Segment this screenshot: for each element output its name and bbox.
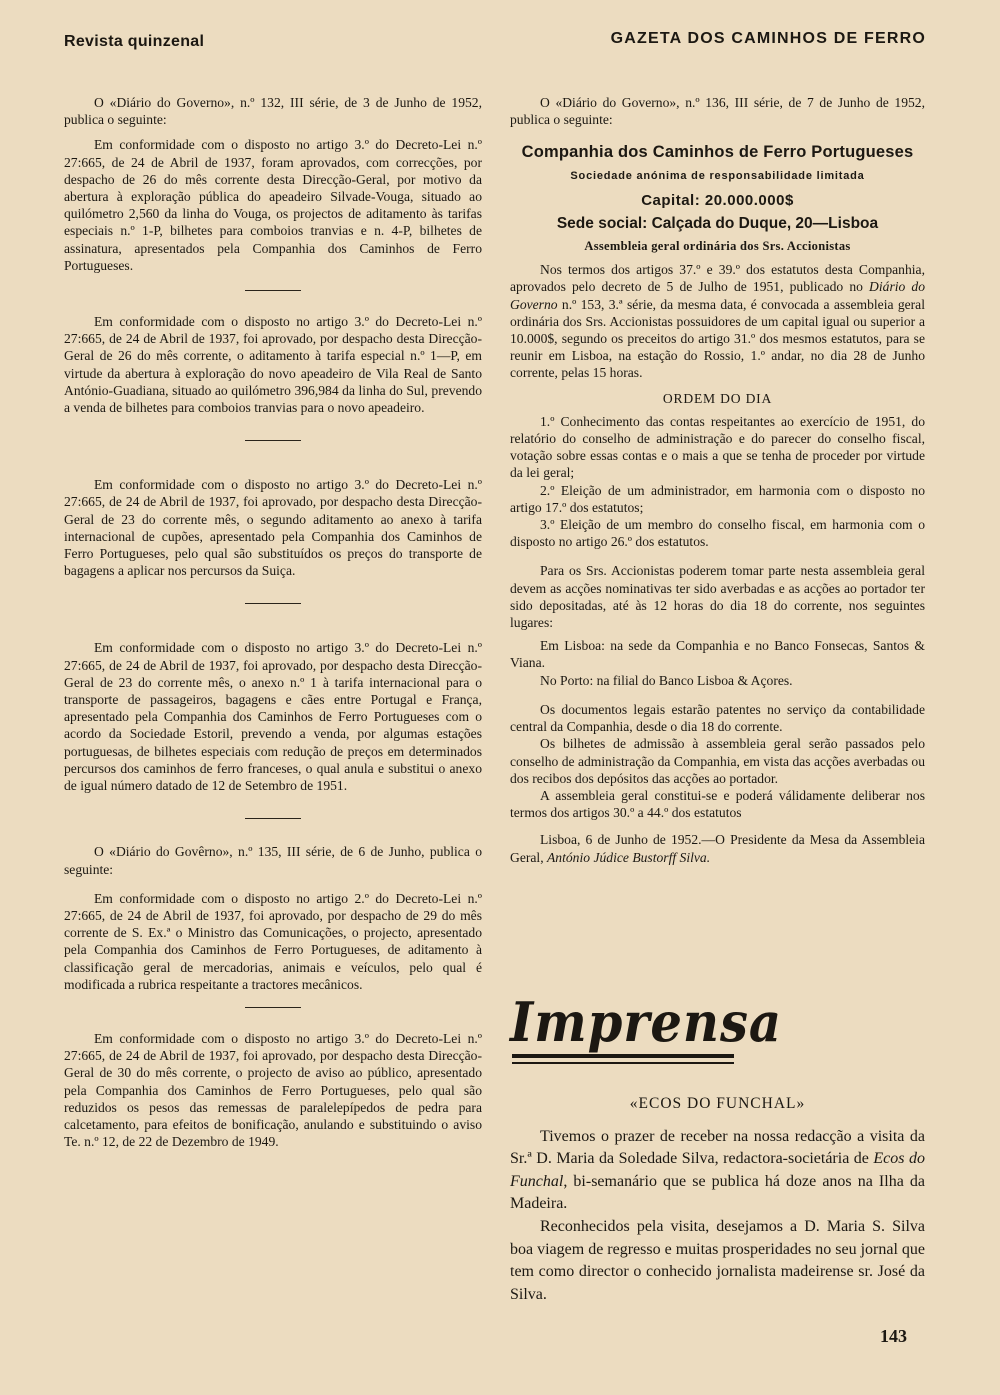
- left-intro-1: O «Diário do Governo», n.º 132, III série, de 3 de Junho de 1952, publica o seguinte:: [64, 95, 482, 128]
- quorum-notice: A assembleia geral constitui-se e poderá válidamente deliberar nos termos dos artigos 30.º a 44.º dos estatutos: [510, 787, 925, 821]
- ecos-article: [510, 1093, 925, 1306]
- deposit-place-lisboa: Em Lisboa: na sede da Companhia e no Banco Fonsecas, Santos & Viana.: [510, 638, 925, 671]
- article-title: «ECOS DO FUNCHAL»: [629, 1095, 806, 1112]
- agenda-item: 2.º Eleição de um administrador, em harmonia com o disposto no artigo 17.º dos estatutos;: [510, 482, 925, 515]
- company-type: Sociedade anónima de responsabilidade limitada: [570, 170, 865, 183]
- heading-underline: [512, 1062, 734, 1064]
- left-intro-2: O «Diário do Govêrno», n.º 135, III série, de 6 de Junho, publica o seguinte:: [64, 844, 482, 877]
- separator: [245, 818, 301, 819]
- assembly-title: Assembleia geral ordinária dos Srs. Accionistas: [584, 239, 851, 254]
- right-intro: O «Diário do Governo», n.º 136, III série, de 7 de Junho de 1952, publica o seguinte:: [510, 95, 925, 128]
- left-column: [64, 94, 482, 1150]
- left-notice-1: Em conformidade com o disposto no artigo 3.º do Decreto-Lei n.º 27:665, de 24 de Abril de 1937, foram aprovados, com correcções, por despacho de 26 do mês corrente desta Direcção-Geral, por motivo da abertura à exploração pública do apeadeiro Silvade-Vouga, situado ao quilómetro 2,560 da linha do Vouga, os projectos de aditamento às tarifas especiais n.º 1-P, bilhetes para comboios tranvias e n. 4-P, bilhetes de assinatura, apresentados pela Companhia dos Caminhos de Ferro Portugueses.: [64, 137, 482, 273]
- assembly-notice-text: Nos termos dos artigos 37.º e 39.º dos estatutos desta Companhia, aprovados pelo decreto de 5 de Julho de 1951, publicado no: [510, 262, 925, 295]
- signature-name: António Júdice Bustorff Silva.: [547, 849, 711, 865]
- deposit-notice: Para os Srs. Accionistas poderem tomar parte nesta assembleia geral devem as acções nominativas ter sido averbadas e as acções ao portador ter sido depositadas, até às 12 horas do dia 18 do corrente, nos seguintes lugares:: [510, 563, 925, 631]
- page-number: 143: [880, 1326, 907, 1346]
- documents-notice: Os documentos legais estarão patentes no serviço da contabilidade central da Companhia, desde o dia 18 do corrente.: [510, 701, 925, 735]
- left-notice-2: Em conformidade com o disposto no artigo 3.º do Decreto-Lei n.º 27:665, de 24 de Abril de 1937, foi aprovado, por despacho desta Direcção-Geral de 26 do mês corrente, o aditamento à tarifa especial n.º 1—P, em virtude da abertura à exploração do novo apeadeiro de Vila Real de Santo António-Guadiana, situado ao quilómetro 396,984 da linha do Sul, prevendo a venda de bilhetes para comboios tranvias para o novo apeadeiro.: [64, 314, 482, 416]
- company-headquarters: Sede social: Calçada do Duque, 20—Lisboa: [556, 214, 879, 232]
- right-column: [510, 94, 925, 866]
- agenda-title: ORDEM DO DIA: [662, 390, 773, 406]
- agenda-item: 3.º Eleição de um membro do conselho fiscal, em harmonia com o disposto no artigo 26.º dos estatutos.: [510, 517, 925, 550]
- assembly-notice-text-cont: n.º 153, 3.ª série, da mesma data, é convocada a assembleia geral ordinária dos Srs. Accionistas possuidores de um capital igual ou superior a 10.000$, segundo os preceitos do artigo 31.º dos mesmos estatutos, para se reunir em Lisboa, na estação do Rossio, 1.º andar, no dia 28 de Junho corrente, pelas 15 horas.: [510, 296, 925, 381]
- separator: [245, 290, 301, 291]
- separator: [245, 440, 301, 441]
- left-notice-6: Em conformidade com o disposto no artigo 3.º do Decreto-Lei n.º 27:665, de 24 de Abril de 1937, foi aprovado, por despacho desta Direcção-Geral de 30 do mês corrente, o projecto de aviso ao público, apresentado pela Companhia dos Caminhos de Ferro Portugueses, pelo qual são reduzidos os pesos das remessas de paralelepípedos de pedra para calcetamento, para efeitos de bonificação, anulando e substituindo o aviso Te. n.º 12, de 22 de Dezembro de 1949.: [64, 1030, 482, 1150]
- tickets-notice: Os bilhetes de admissão à assembleia geral serão passados pelo conselho de administração da Companhia, em vista das acções averbadas ou dos recibos dos depósitos das acções ao portador.: [510, 736, 925, 786]
- company-capital: Capital: 20.000.000$: [641, 191, 794, 209]
- separator: [245, 603, 301, 604]
- newspaper-name: Ecos do Funchal: [510, 1150, 925, 1190]
- separator: [245, 1007, 301, 1008]
- heading-underline: [512, 1054, 734, 1058]
- agenda-item: 1.º Conhecimento das contas respeitantes ao exercício de 1951, do relatório do conselho de administração e do parecer do conselho fiscal, votação sobre essas contas e o mais a que se tenha de proceder por virtude da lei geral;: [510, 413, 925, 481]
- company-name: Companhia dos Caminhos de Ferro Portugueses: [521, 143, 914, 162]
- article-paragraph: Reconhecidos pela visita, desejamos a D. Maria S. Silva boa viagem de regresso e muitas prosperidades no seu jornal que tem como director o conhecido jornalista madeirense sr. José da Silva.: [510, 1217, 925, 1303]
- article-text: Tivemos o prazer de receber na nossa redacção a visita da Sr.ª D. Maria da Soledade Silva, redactora-societária de: [510, 1127, 925, 1168]
- article-text-cont: , bi-semanário que se publica há doze anos na Ilha da Madeira.: [510, 1172, 925, 1213]
- assembly-notice-journal: Diário do Governo: [510, 279, 926, 312]
- signature-text: Lisboa, 6 de Junho de 1952.—O Presidente da Mesa da Assembleia Geral,: [510, 832, 925, 865]
- signature-line: [510, 831, 925, 865]
- header-periodicity: Revista quinzenal: [64, 33, 205, 50]
- assembly-notice: [510, 261, 925, 381]
- left-notice-3: Em conformidade com o disposto no artigo 3.º do Decreto-Lei n.º 27:665, de 24 de Abril de 1937, foi aprovado, por despacho desta Direcção-Geral de 23 do corrente mês, o segundo aditamento ao anexo à tarifa internacional de cupões, apresentado pela Companhia dos Caminhos de Ferro Portugueses, pelo qual são substituídos os preços do transporte de bagagens a aplicar nos percursos da Suiça.: [64, 477, 482, 579]
- imprensa-heading-text: Imprensa: [510, 990, 782, 1054]
- left-notice-5: Em conformidade com o disposto no artigo 2.º do Decreto-Lei n.º 27:665, de 24 de Abril de 1937, foi aprovado, por despacho de 29 do mês corrente de S. Ex.ª o Ministro das Comunicações, o projecto, apresentado pela Companhia dos Caminhos de Ferro Portugueses, de aditamento à classificação geral de mercadorias, animais e veículos, pelo qual é modificada a rubrica respeitante a tractores mecânicos.: [64, 890, 482, 992]
- deposit-place-porto: No Porto: na filial do Banco Lisboa & Açores.: [540, 672, 793, 688]
- article-paragraph: [510, 1126, 925, 1216]
- imprensa-section-heading: [510, 992, 800, 1070]
- header-publication-title: GAZETA DOS CAMINHOS DE FERRO: [610, 30, 926, 47]
- left-notice-4: Em conformidade com o disposto no artigo 3.º do Decreto-Lei n.º 27:665, de 24 de Abril de 1937, foi aprovado, por despacho desta Direcção-Geral de 23 do corrente mês, o anexo n.º 1 à tarifa internacional para o transporte de passageiros, bagagens e cães entre Portugal e França, apresentado pela Companhia dos Caminhos de Ferro Portugueses com o acordo da Sociedade Estoril, prevendo a venda, por algumas estações portuguesas, de bilhetes especiais com redução de preços em determinados percursos dos caminhos de ferro franceses, o qual anula e substitui o anexo de igual número datado de 12 de Setembro de 1951.: [64, 640, 482, 794]
